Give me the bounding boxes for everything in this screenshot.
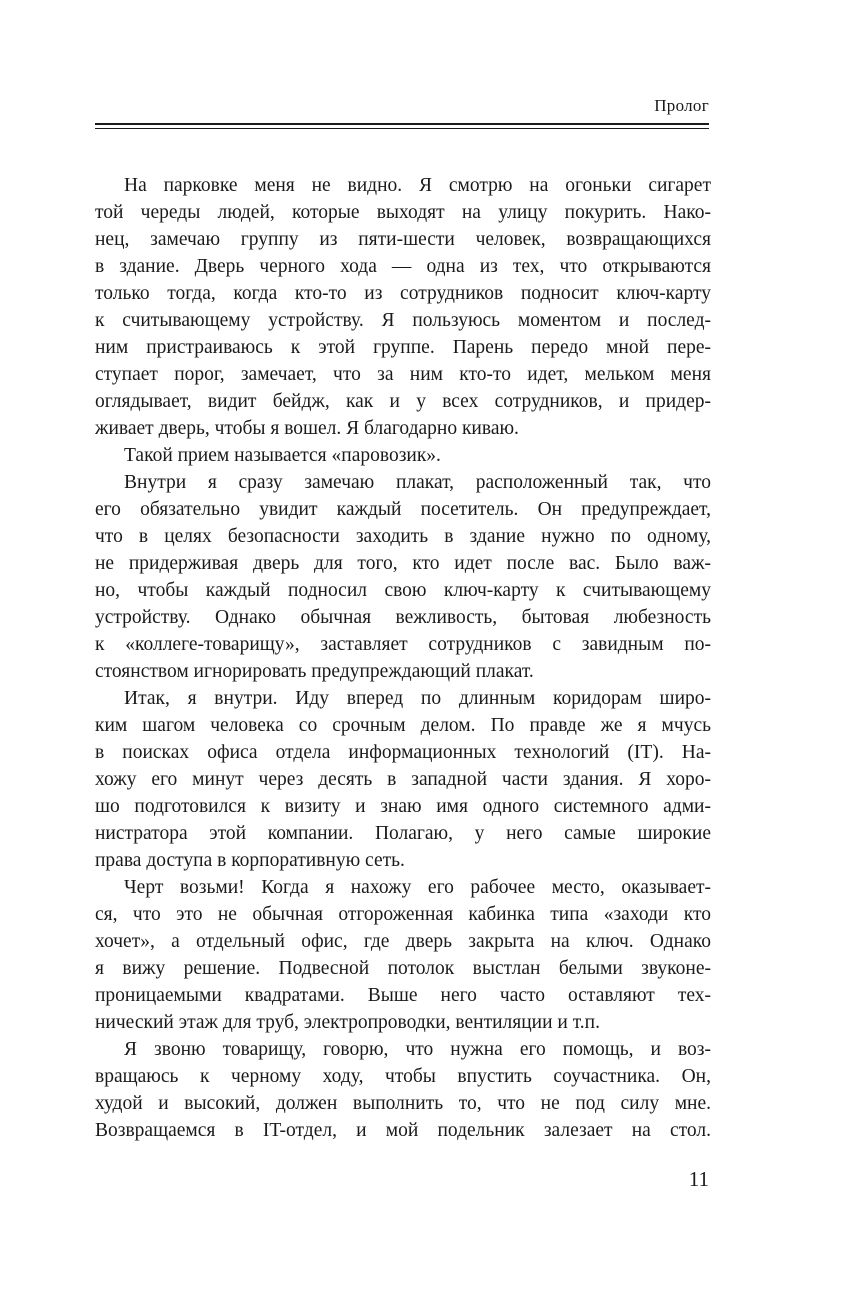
text-line: хочет», а отдельный офис, где дверь закрыта на ключ. Однако [95,931,711,952]
text-line: ким шагом человека со срочным делом. По правде же я мчусь [95,715,711,736]
text-line: к считывающему устройству. Я пользуюсь моментом и послед- [95,310,711,331]
text-line: проницаемыми квадратами. Выше него часто оставляют тех- [95,985,711,1006]
text-line: в поисках офиса отдела информационных технологий (IT). На- [95,742,711,763]
body-text [95,172,711,1144]
header-rule-thick [95,123,709,125]
text-line: нец, замечаю группу из пяти-шести человек, возвращающихся [95,229,711,250]
text-line: оглядывает, видит бейдж, как и у всех сотрудников, и придер- [95,391,711,412]
text-line: ступает порог, замечает, что за ним кто-то идет, мельком меня [95,364,711,385]
text-line: его обязательно увидит каждый посетитель. Он предупреждает, [95,499,711,520]
text-line: На парковке меня не видно. Я смотрю на огоньки сигарет [124,175,711,196]
text-line: к «коллеге-товарищу», заставляет сотрудников с завидным по- [95,634,711,655]
text-line: нический этаж для труб, электропроводки, вентиляции и т.п. [95,1012,600,1033]
header-rule-thin [95,128,709,129]
text-line: Я звоню товарищу, говорю, что нужна его помощь, и воз- [124,1039,711,1060]
text-line: шо подготовился к визиту и знаю имя одного системного адми- [95,796,711,817]
running-header-title: Пролог [654,96,709,115]
text-line: Черт возьми! Когда я нахожу его рабочее место, оказывает- [124,877,711,898]
text-line: худой и высокий, должен выполнить то, что не под силу мне. [95,1093,711,1114]
text-line: Итак, я внутри. Иду вперед по длинным коридорам широ- [124,688,711,709]
text-line: я вижу решение. Подвесной потолок выстлан белыми звуконе- [95,958,711,979]
text-line: ним пристраиваюсь к этой группе. Парень передо мной пере- [95,337,711,358]
text-line: нистратора этой компании. Полагаю, у него самые широкие [95,823,711,844]
text-line: в здание. Дверь черного хода — одна из тех, что открываются [95,256,711,277]
page-number: 11 [688,1167,709,1191]
text-line: Возвращаемся в IT-отдел, и мой подельник залезает на стол. [95,1120,711,1141]
text-line: что в целях безопасности заходить в здание нужно по одному, [95,526,711,547]
text-line: не придерживая дверь для того, кто идет после вас. Было важ- [95,553,711,574]
text-line: устройству. Однако обычная вежливость, бытовая любезность [95,607,711,628]
text-line: той череды людей, которые выходят на улицу покурить. Нако- [95,202,711,223]
text-line: Такой прием называется «паровозик». [124,445,441,466]
text-line: Внутри я сразу замечаю плакат, расположенный так, что [124,472,711,493]
text-line: вращаюсь к черному ходу, чтобы впустить соучастника. Он, [95,1066,711,1087]
text-line: живает дверь, чтобы я вошел. Я благодарно киваю. [95,418,519,439]
text-line: стоянством игнорировать предупреждающий плакат. [95,661,534,682]
text-line: но, чтобы каждый подносил свою ключ-карту к считывающему [95,580,711,601]
text-line: хожу его минут через десять в западной части здания. Я хоро- [95,769,711,790]
text-line: только тогда, когда кто-то из сотрудников подносит ключ-карту [95,283,711,304]
text-line: ся, что это не обычная отгороженная кабинка типа «заходи кто [95,904,711,925]
text-line: права доступа в корпоративную сеть. [95,850,405,871]
